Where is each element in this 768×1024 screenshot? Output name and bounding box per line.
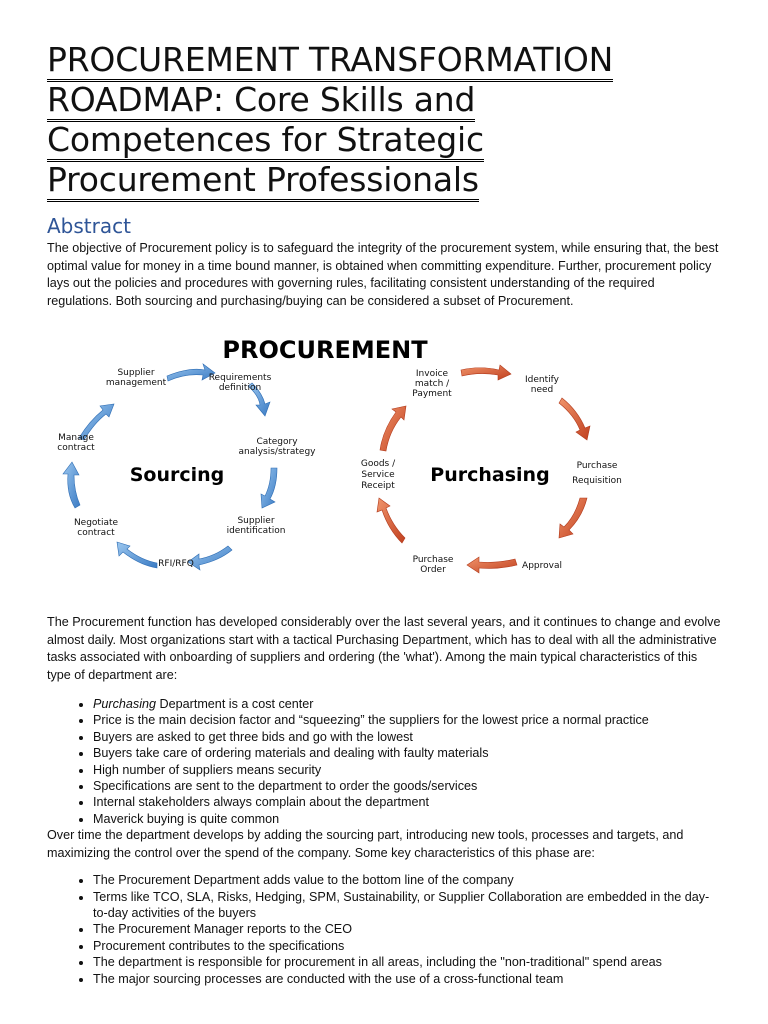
svg-text:identification: identification [226, 526, 286, 536]
section1-intro: The Procurement function has developed considerably over the last several years, and it continues to change and evolve almost daily. Most organizations start with a tactical Purchasing Department, which has to deal with all the administrative tasks associated with onboarding of suppliers and ordering (the 'what'). Among the main typical characteristics of this type of department are: [47, 615, 721, 682]
section1-list [47, 696, 723, 827]
list-item: • Price is the main decision factor and “squeezing” the suppliers for the lowest price a normal practice [93, 712, 723, 728]
sourcing-arrow-4 [188, 546, 232, 570]
svg-text:Service: Service [361, 470, 395, 480]
sourcing-step-6: Negotiate [73, 518, 119, 528]
document-page [47, 40, 723, 987]
svg-text:contract: contract [77, 528, 115, 538]
abstract-text: The objective of Procurement policy is to safeguard the integrity of the procurement system, while ensuring that, the best optimal value for money in a time bound manner, is obtained when committing expenditure. Further, procurement policy lays out the policies and procedures with governing rules, facilitating consistent understanding of the required regulations. Both sourcing and purchasing/buying can be considered a subset of Procurement. [47, 241, 719, 308]
svg-text:need: need [530, 385, 554, 395]
svg-text:Payment: Payment [412, 389, 452, 399]
purchasing-step-2: Identify [525, 375, 559, 385]
purchasing-arrow-4 [467, 557, 517, 573]
section2-list [47, 872, 723, 987]
purchasing-step-5: Purchase [412, 555, 454, 565]
list-item-emphasis: Purchasing [93, 697, 157, 711]
list-item: • The Procurement Department adds value to the bottom line of the company [93, 872, 723, 888]
purchasing-step-4: Approval [522, 561, 562, 571]
sourcing-step-4: Supplier [237, 516, 275, 526]
sourcing-arrow-6 [63, 462, 80, 508]
svg-text:contract: contract [57, 443, 95, 453]
svg-text:match /: match / [414, 379, 450, 389]
svg-text:management: management [105, 378, 167, 388]
list-item: • The Procurement Manager reports to the CEO [93, 921, 723, 937]
diagram-title: PROCUREMENT [222, 336, 428, 364]
purchasing-arrow-6 [380, 406, 406, 451]
procurement-diagram-svg [47, 328, 723, 598]
list-item: • Terms like TCO, SLA, Risks, Hedging, SPM, Sustainability, or Supplier Collaboration are embedded in the day-to-day activities of the buyers [93, 889, 723, 922]
sourcing-step-2: Requirements [208, 373, 272, 383]
sourcing-label: Sourcing [129, 464, 225, 486]
sourcing-step-3: Category [256, 437, 298, 447]
purchasing-step-6: Goods / [360, 459, 396, 469]
sourcing-cycle [57, 364, 316, 570]
svg-text:Order: Order [420, 565, 446, 575]
list-item: • The department is responsible for procurement in all areas, including the "non-traditional" spend areas [93, 954, 723, 970]
purchasing-cycle [361, 365, 622, 575]
list-item: • Buyers take care of ordering materials and dealing with faulty materials [93, 745, 723, 761]
sourcing-step-5: RFI/RFQ [158, 559, 194, 569]
title-line-1: PROCUREMENT TRANSFORMATION [47, 40, 613, 82]
list-item: • Maverick buying is quite common [93, 811, 723, 827]
list-item: • Procurement contributes to the specifications [93, 938, 723, 954]
title-line-3: Competences for Strategic [47, 120, 484, 162]
purchasing-step-3: Purchase [576, 461, 618, 471]
sourcing-step-7: Manage [58, 433, 94, 443]
document-title [47, 40, 723, 200]
title-line-2: ROADMAP: Core Skills and [47, 80, 475, 122]
svg-text:analysis/strategy: analysis/strategy [238, 447, 316, 457]
sourcing-arrow-5 [117, 542, 157, 568]
purchasing-arrow-2 [559, 398, 590, 440]
purchasing-arrow-3 [559, 498, 587, 538]
purchasing-arrow-5 [377, 498, 405, 543]
sourcing-arrow-3 [261, 468, 277, 508]
list-item: • Internal stakeholders always complain about the department [93, 794, 723, 810]
svg-text:Requisition: Requisition [572, 476, 622, 486]
purchasing-label: Purchasing [430, 464, 550, 486]
list-item: • Purchasing Department is a cost center [93, 696, 723, 712]
svg-text:definition: definition [218, 383, 262, 393]
list-item: • The major sourcing processes are conducted with the use of a cross-functional team [93, 971, 723, 987]
list-item: • Specifications are sent to the department to order the goods/services [93, 778, 723, 794]
svg-text:Receipt: Receipt [361, 481, 395, 491]
list-item: • Buyers are asked to get three bids and go with the lowest [93, 729, 723, 745]
procurement-diagram [47, 328, 723, 598]
list-item: • High number of suppliers means security [93, 762, 723, 778]
title-line-4: Procurement Professionals [47, 160, 479, 202]
abstract-heading: Abstract [47, 214, 131, 238]
purchasing-step-1: Invoice [415, 369, 449, 379]
section2-intro: Over time the department develops by adding the sourcing part, introducing new tools, processes and targets, and maximizing the control over the spend of the company. Some key characteristics of this phase are: [47, 828, 684, 860]
purchasing-arrow-1 [461, 365, 511, 380]
sourcing-step-1: Supplier [117, 368, 155, 378]
